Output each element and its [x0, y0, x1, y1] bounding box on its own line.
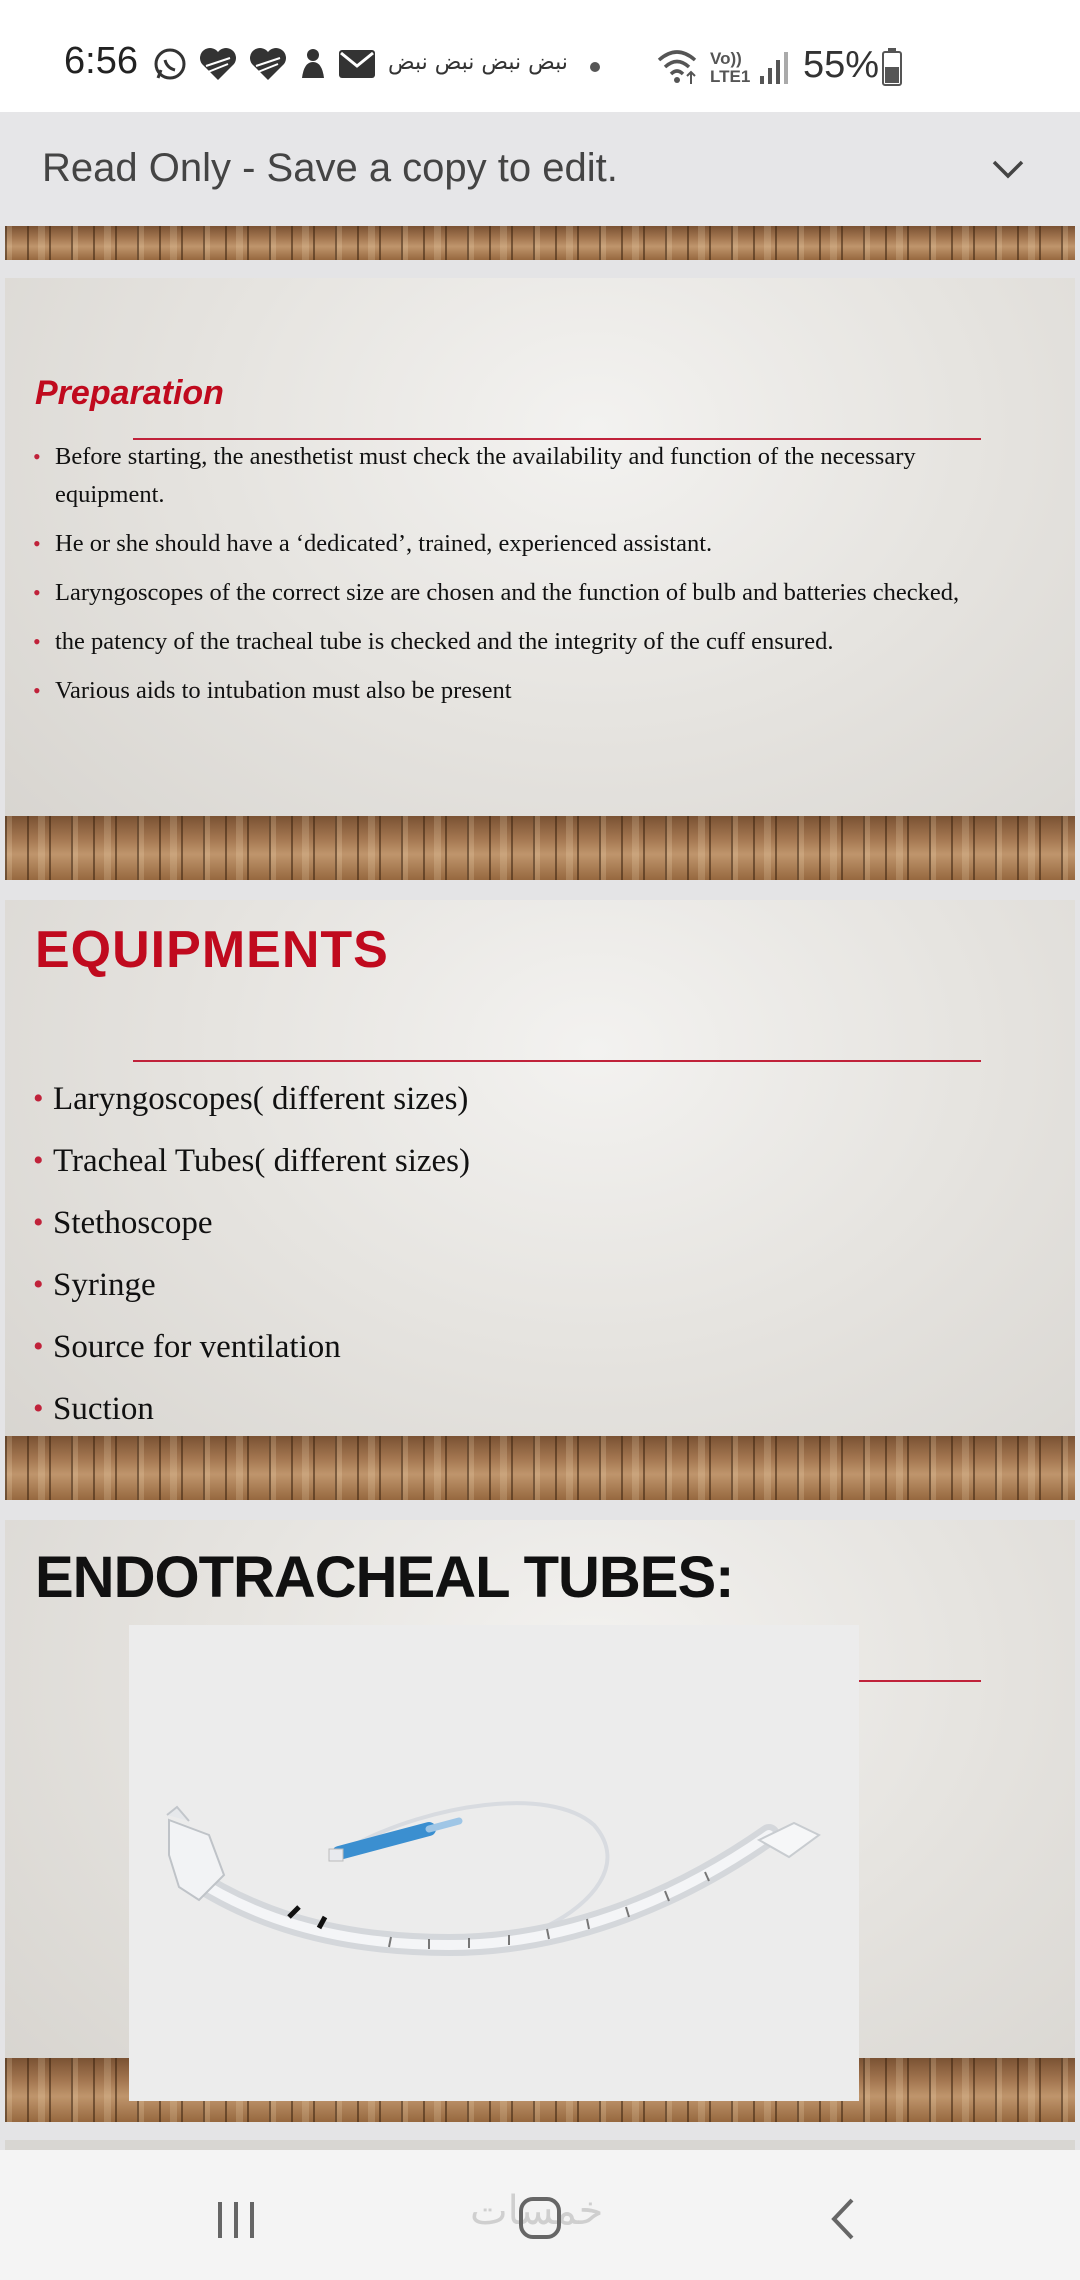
list-item: • Laryngoscopes( different sizes) — [53, 1068, 953, 1130]
slide-preparation[interactable] — [5, 278, 1075, 880]
list-item: • Tracheal Tubes( different sizes) — [53, 1130, 953, 1192]
chevron-down-icon[interactable] — [990, 154, 1026, 184]
list-item: • Stethoscope — [53, 1192, 953, 1254]
wood-floor — [5, 226, 1075, 260]
navigation-bar — [0, 2150, 1080, 2280]
recent-apps-icon[interactable] — [214, 2200, 258, 2240]
notification-icons — [152, 44, 376, 84]
slide-title: ENDOTRACHEAL TUBES: — [35, 1545, 734, 1610]
network-type: Vo)) LTE1 — [710, 49, 751, 86]
bullet-list — [55, 438, 1015, 721]
endotracheal-tube-photo — [129, 1625, 859, 2101]
list-item: • Syringe — [53, 1254, 953, 1316]
list-item: • Source for ventilation — [53, 1316, 953, 1378]
watermark: خمسات — [470, 2188, 604, 2234]
notification-text: نبض نبض نبض نبض — [388, 50, 568, 75]
endotracheal-tube-illustration — [129, 1625, 859, 2101]
wood-floor — [5, 1436, 1075, 1500]
list-item: • Laryngoscopes of the correct size are chosen and the function of bulb and batteries checked, — [55, 574, 1015, 612]
battery-percent: 55% — [803, 44, 880, 86]
title-underline — [133, 1060, 981, 1062]
next-slide-peek — [5, 2140, 1075, 2150]
read-only-banner[interactable] — [0, 112, 1080, 226]
mail-icon — [338, 49, 376, 79]
slide-endotracheal-tubes[interactable] — [5, 1520, 1075, 2122]
back-icon[interactable] — [826, 2196, 858, 2242]
person-icon — [298, 46, 328, 82]
list-item: • Suction — [53, 1378, 953, 1440]
slide-title: Preparation — [35, 374, 224, 412]
wifi-icon — [655, 46, 699, 86]
read-only-text: Read Only - Save a copy to edit. — [42, 146, 618, 190]
slide-equipments[interactable] — [5, 900, 1075, 1500]
signal-icon — [758, 50, 790, 84]
status-bar — [0, 0, 1080, 112]
heart-icon — [248, 46, 288, 82]
list-item: • Various aids to intubation must also be present — [55, 672, 1015, 710]
list-item: • the patency of the tracheal tube is checked and the integrity of the cuff ensured. — [55, 623, 1015, 661]
whatsapp-icon — [152, 46, 188, 82]
wood-floor — [5, 816, 1075, 880]
dot-icon — [590, 62, 600, 72]
heart-icon — [198, 46, 238, 82]
previous-slide-bottom — [5, 226, 1075, 260]
bullet-list — [53, 1068, 953, 1440]
home-icon[interactable] — [518, 2196, 562, 2240]
status-time: 6:56 — [64, 40, 138, 82]
battery-icon — [882, 48, 902, 86]
list-item: • Before starting, the anesthetist must check the availability and function of the necessary equipment. — [55, 438, 1015, 514]
slide-title: EQUIPMENTS — [35, 921, 389, 979]
list-item: • He or she should have a ‘dedicated’, trained, experienced assistant. — [55, 525, 1015, 563]
